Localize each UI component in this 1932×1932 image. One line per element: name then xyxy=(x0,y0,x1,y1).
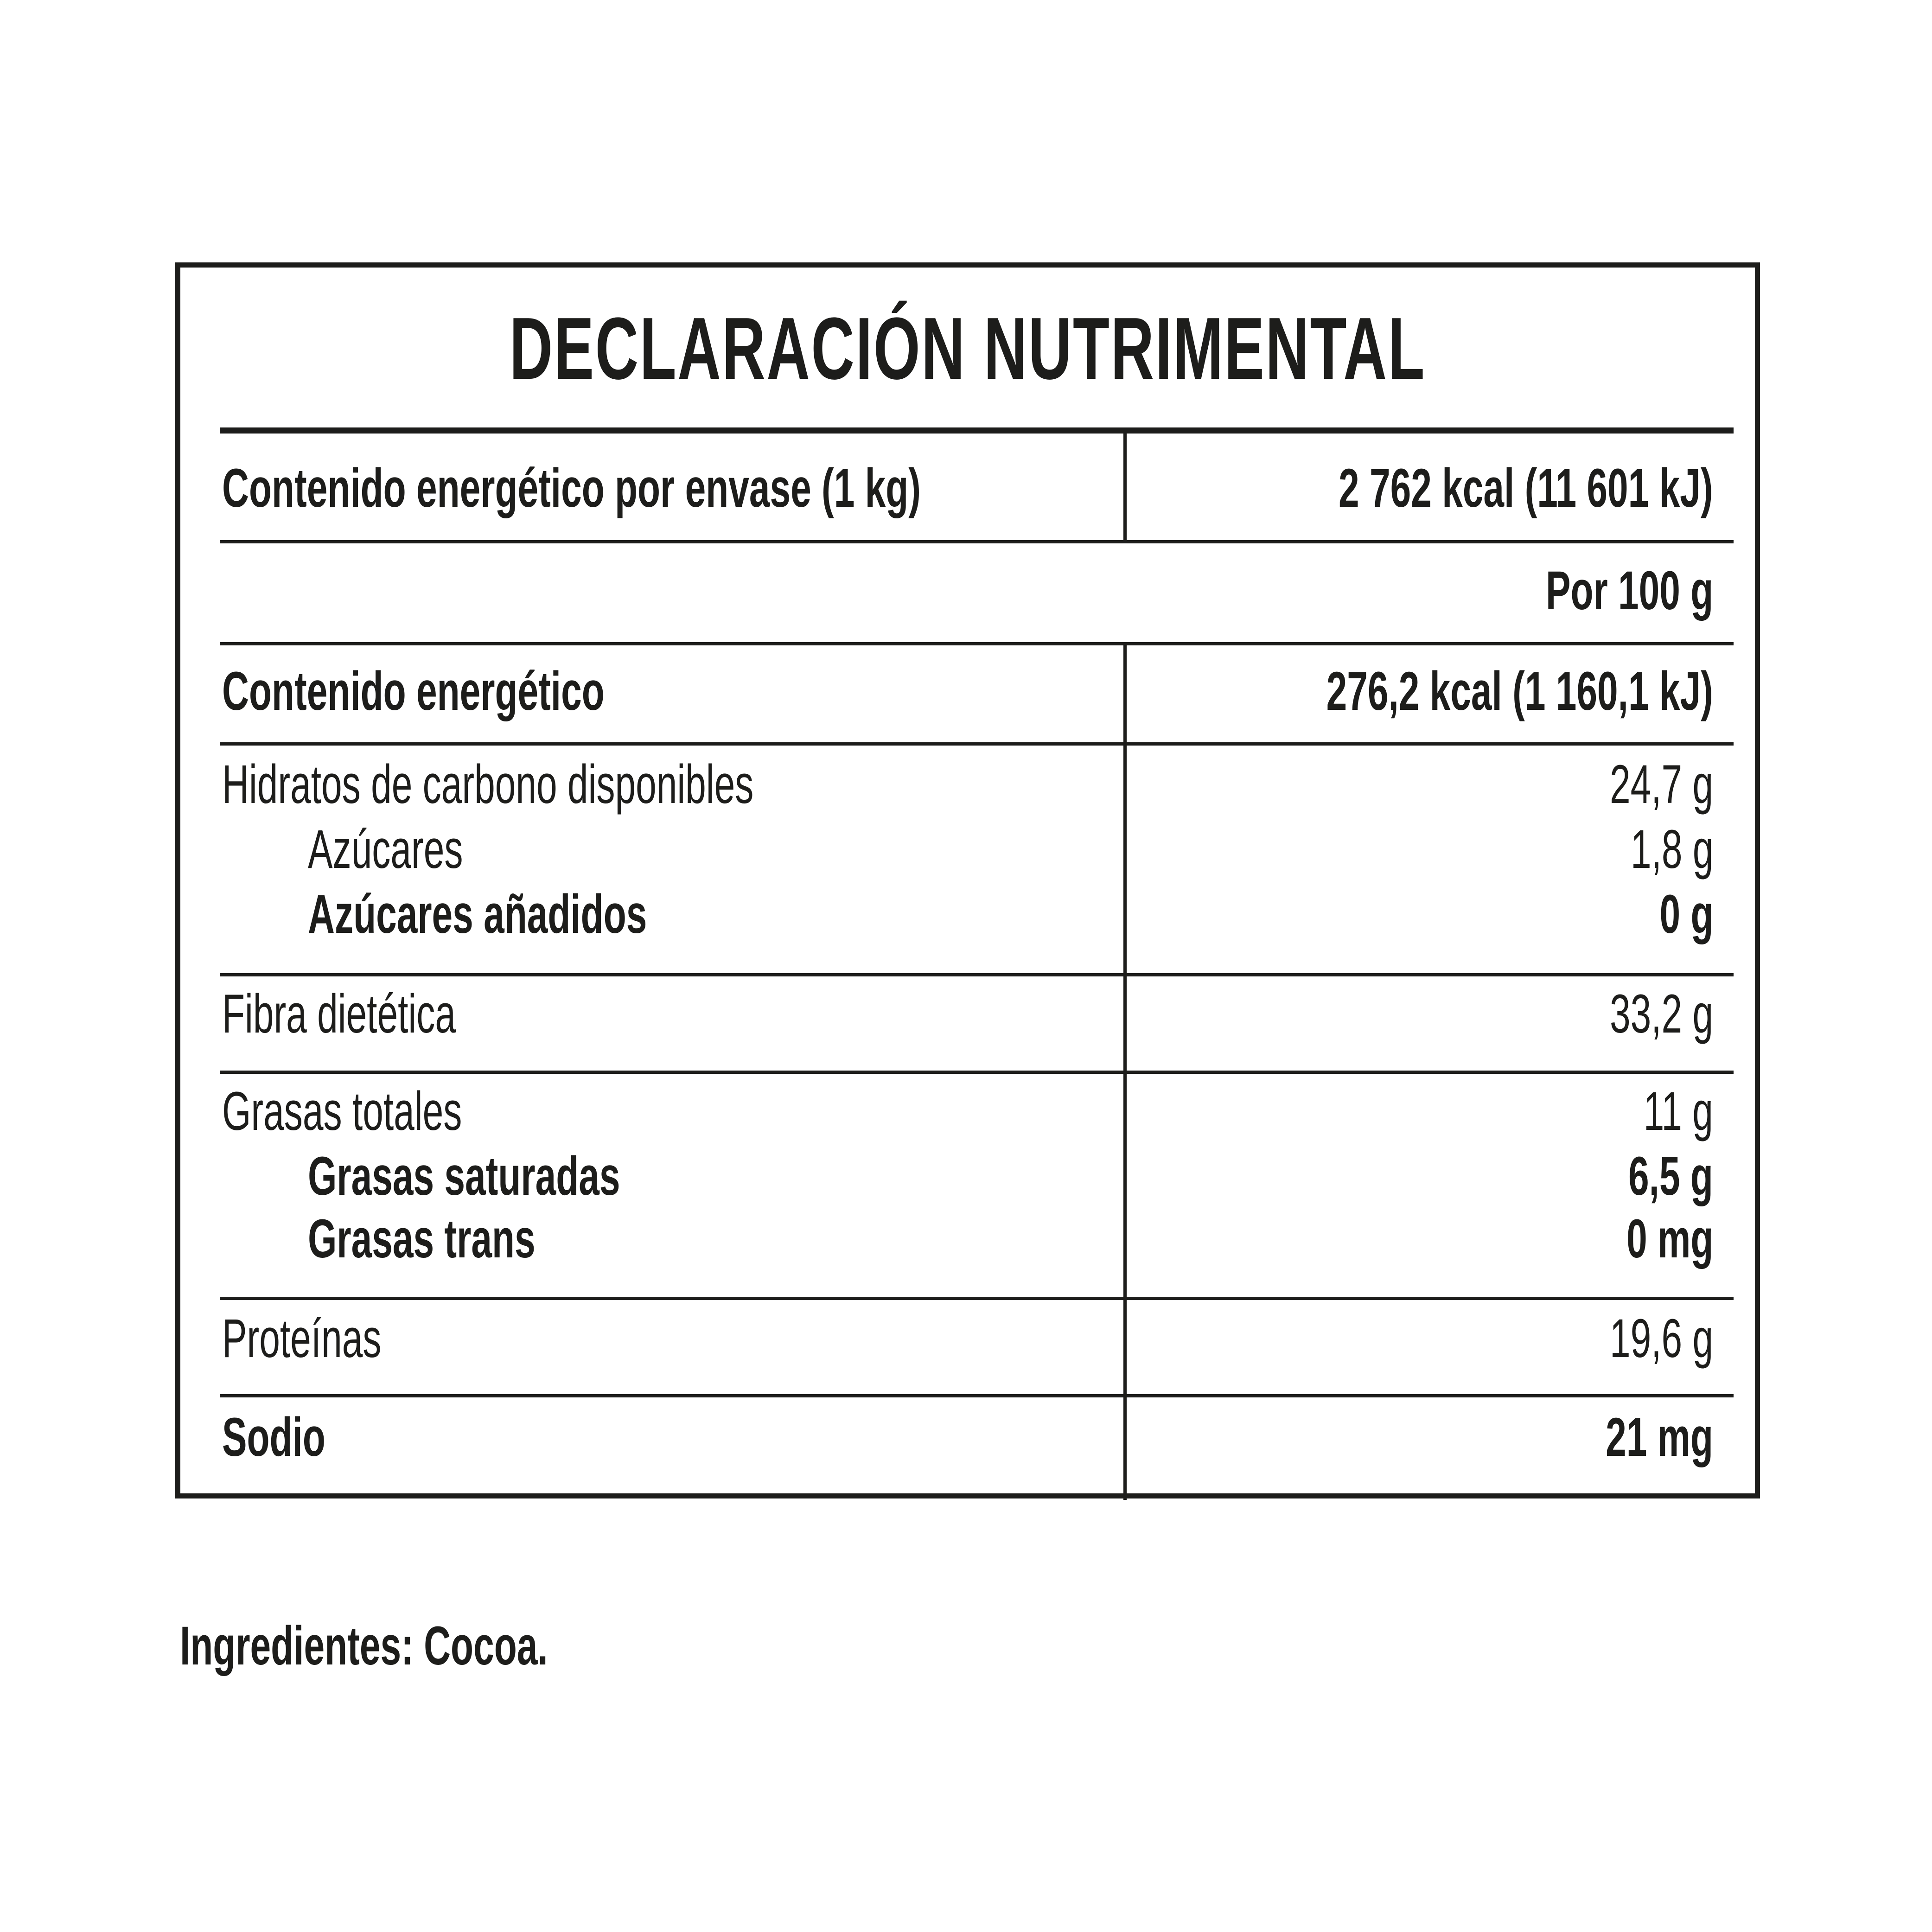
divider-carbs xyxy=(220,973,1734,976)
divider-energy xyxy=(220,742,1734,746)
per-100g-header: Por 100 g xyxy=(1545,560,1713,621)
carbs-label: Hidratos de carbono disponibles xyxy=(222,754,754,815)
energy-label: Contenido energético xyxy=(222,661,605,722)
package-energy-value: 2 762 kcal (11 601 kJ) xyxy=(1339,458,1713,519)
protein-value: 19,6 g xyxy=(1609,1308,1713,1369)
fiber-label: Fibra dietética xyxy=(222,983,456,1045)
nutrition-facts-panel xyxy=(175,262,1760,1498)
total-fat-label: Grasas totales xyxy=(222,1081,462,1142)
ingredients-text: Ingredientes: Cocoa. xyxy=(180,1615,548,1677)
saturated-fat-label: Grasas saturadas xyxy=(308,1146,620,1207)
added-sugars-label: Azúcares añadidos xyxy=(308,884,647,945)
divider-fiber xyxy=(220,1071,1734,1074)
panel-title: DECLARACIÓN NUTRIMENTAL xyxy=(509,300,1426,398)
fiber-value: 33,2 g xyxy=(1609,983,1713,1045)
total-fat-value: 11 g xyxy=(1643,1081,1713,1142)
carbs-value: 24,7 g xyxy=(1609,754,1713,815)
saturated-fat-value: 6,5 g xyxy=(1628,1146,1713,1207)
divider-package xyxy=(220,540,1734,543)
divider-protein xyxy=(220,1394,1734,1397)
sugars-label: Azúcares xyxy=(308,819,463,880)
column-divider-main xyxy=(1123,642,1127,1500)
trans-fat-label: Grasas trans xyxy=(308,1208,536,1269)
sugars-value: 1,8 g xyxy=(1630,819,1713,880)
energy-value: 276,2 kcal (1 160,1 kJ) xyxy=(1326,661,1713,722)
divider-title xyxy=(220,427,1734,434)
package-energy-label: Contenido energético por envase (1 kg) xyxy=(222,458,921,519)
added-sugars-value: 0 g xyxy=(1659,884,1713,945)
divider-fats xyxy=(220,1297,1734,1300)
divider-per-header xyxy=(220,642,1734,645)
trans-fat-value: 0 mg xyxy=(1626,1208,1713,1269)
sodium-value: 21 mg xyxy=(1606,1407,1713,1468)
sodium-label: Sodio xyxy=(222,1407,325,1468)
protein-label: Proteínas xyxy=(222,1308,382,1369)
